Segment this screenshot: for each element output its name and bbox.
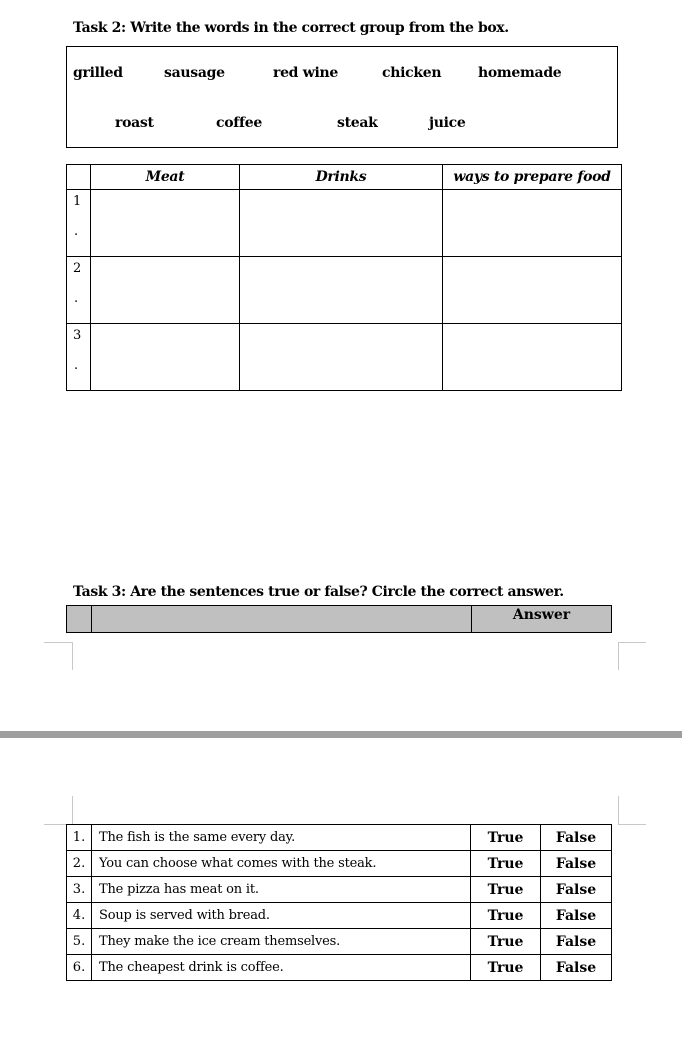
meat-answer-cell[interactable] [91,190,240,257]
page-corner-mark [618,824,646,825]
ways-answer-cell[interactable] [443,324,622,391]
item-statement: The fish is the same every day. [92,825,471,851]
grouping-header-row [67,165,622,190]
row-number-value: 1 [73,194,82,209]
word-roast: roast [115,115,154,131]
true-option[interactable]: True [471,851,541,877]
row-number-value: 3 [73,328,82,343]
word-chicken: chicken [382,65,442,81]
true-option[interactable]: True [471,903,541,929]
word-steak: steak [337,115,378,131]
answer-header-table [66,605,612,633]
false-option[interactable]: False [541,929,612,955]
header-statement-cell [92,606,472,633]
item-number: 1. [67,825,92,851]
header-num-cell [67,606,92,633]
row-number [67,324,91,391]
false-option[interactable]: False [541,851,612,877]
table-row [67,257,622,324]
row-number-dot: . [74,291,79,306]
false-option[interactable]: False [541,903,612,929]
drinks-answer-cell[interactable] [240,190,443,257]
meat-answer-cell[interactable] [91,257,240,324]
meat-answer-cell[interactable] [91,324,240,391]
true-option[interactable]: True [471,929,541,955]
ways-answer-cell[interactable] [443,190,622,257]
page-corner-mark [618,642,646,643]
item-statement: Soup is served with bread. [92,903,471,929]
page-corner-mark [44,642,73,643]
table-row [67,825,612,851]
true-option[interactable]: True [471,955,541,981]
header-ways-to-prepare: ways to prepare food [443,165,622,190]
word-homemade: homemade [478,65,562,81]
word-grilled: grilled [73,65,123,81]
false-option[interactable]: False [541,877,612,903]
item-statement: They make the ice cream themselves. [92,929,471,955]
true-option[interactable]: True [471,877,541,903]
answer-header-row [67,606,612,633]
row-number-dot: . [74,224,79,239]
table-row [67,190,622,257]
item-number: 5. [67,929,92,955]
false-option[interactable]: False [541,955,612,981]
header-drinks: Drinks [240,165,443,190]
item-number: 3. [67,877,92,903]
corner-cell [67,165,91,190]
task2-title: Task 2: Write the words in the correct group from the box. [73,20,509,36]
table-row [67,929,612,955]
table-row [67,903,612,929]
page-separator [0,731,682,738]
header-meat: Meat [91,165,240,190]
table-row [67,877,612,903]
word-red-wine: red wine [273,65,339,81]
answer-header: Answer [472,606,612,633]
item-number: 2. [67,851,92,877]
item-number: 6. [67,955,92,981]
page-corner-mark [618,642,619,670]
true-false-table [66,824,612,981]
grouping-table [66,164,622,391]
page-corner-mark [618,796,619,824]
drinks-answer-cell[interactable] [240,257,443,324]
word-coffee: coffee [216,115,262,131]
task3-title: Task 3: Are the sentences true or false? Circle the correct answer. [73,584,564,600]
drinks-answer-cell[interactable] [240,324,443,391]
false-option[interactable]: False [541,825,612,851]
table-row [67,324,622,391]
ways-answer-cell[interactable] [443,257,622,324]
word-sausage: sausage [164,65,225,81]
table-row [67,851,612,877]
page-corner-mark [72,796,73,824]
row-number [67,257,91,324]
item-number: 4. [67,903,92,929]
row-number-dot: . [74,358,79,373]
word-box [66,46,618,148]
item-statement: You can choose what comes with the steak. [92,851,471,877]
item-statement: The pizza has meat on it. [92,877,471,903]
table-row [67,955,612,981]
item-statement: The cheapest drink is coffee. [92,955,471,981]
row-number-value: 2 [73,261,82,276]
page-corner-mark [72,642,73,670]
true-option[interactable]: True [471,825,541,851]
word-juice: juice [429,115,466,131]
row-number [67,190,91,257]
